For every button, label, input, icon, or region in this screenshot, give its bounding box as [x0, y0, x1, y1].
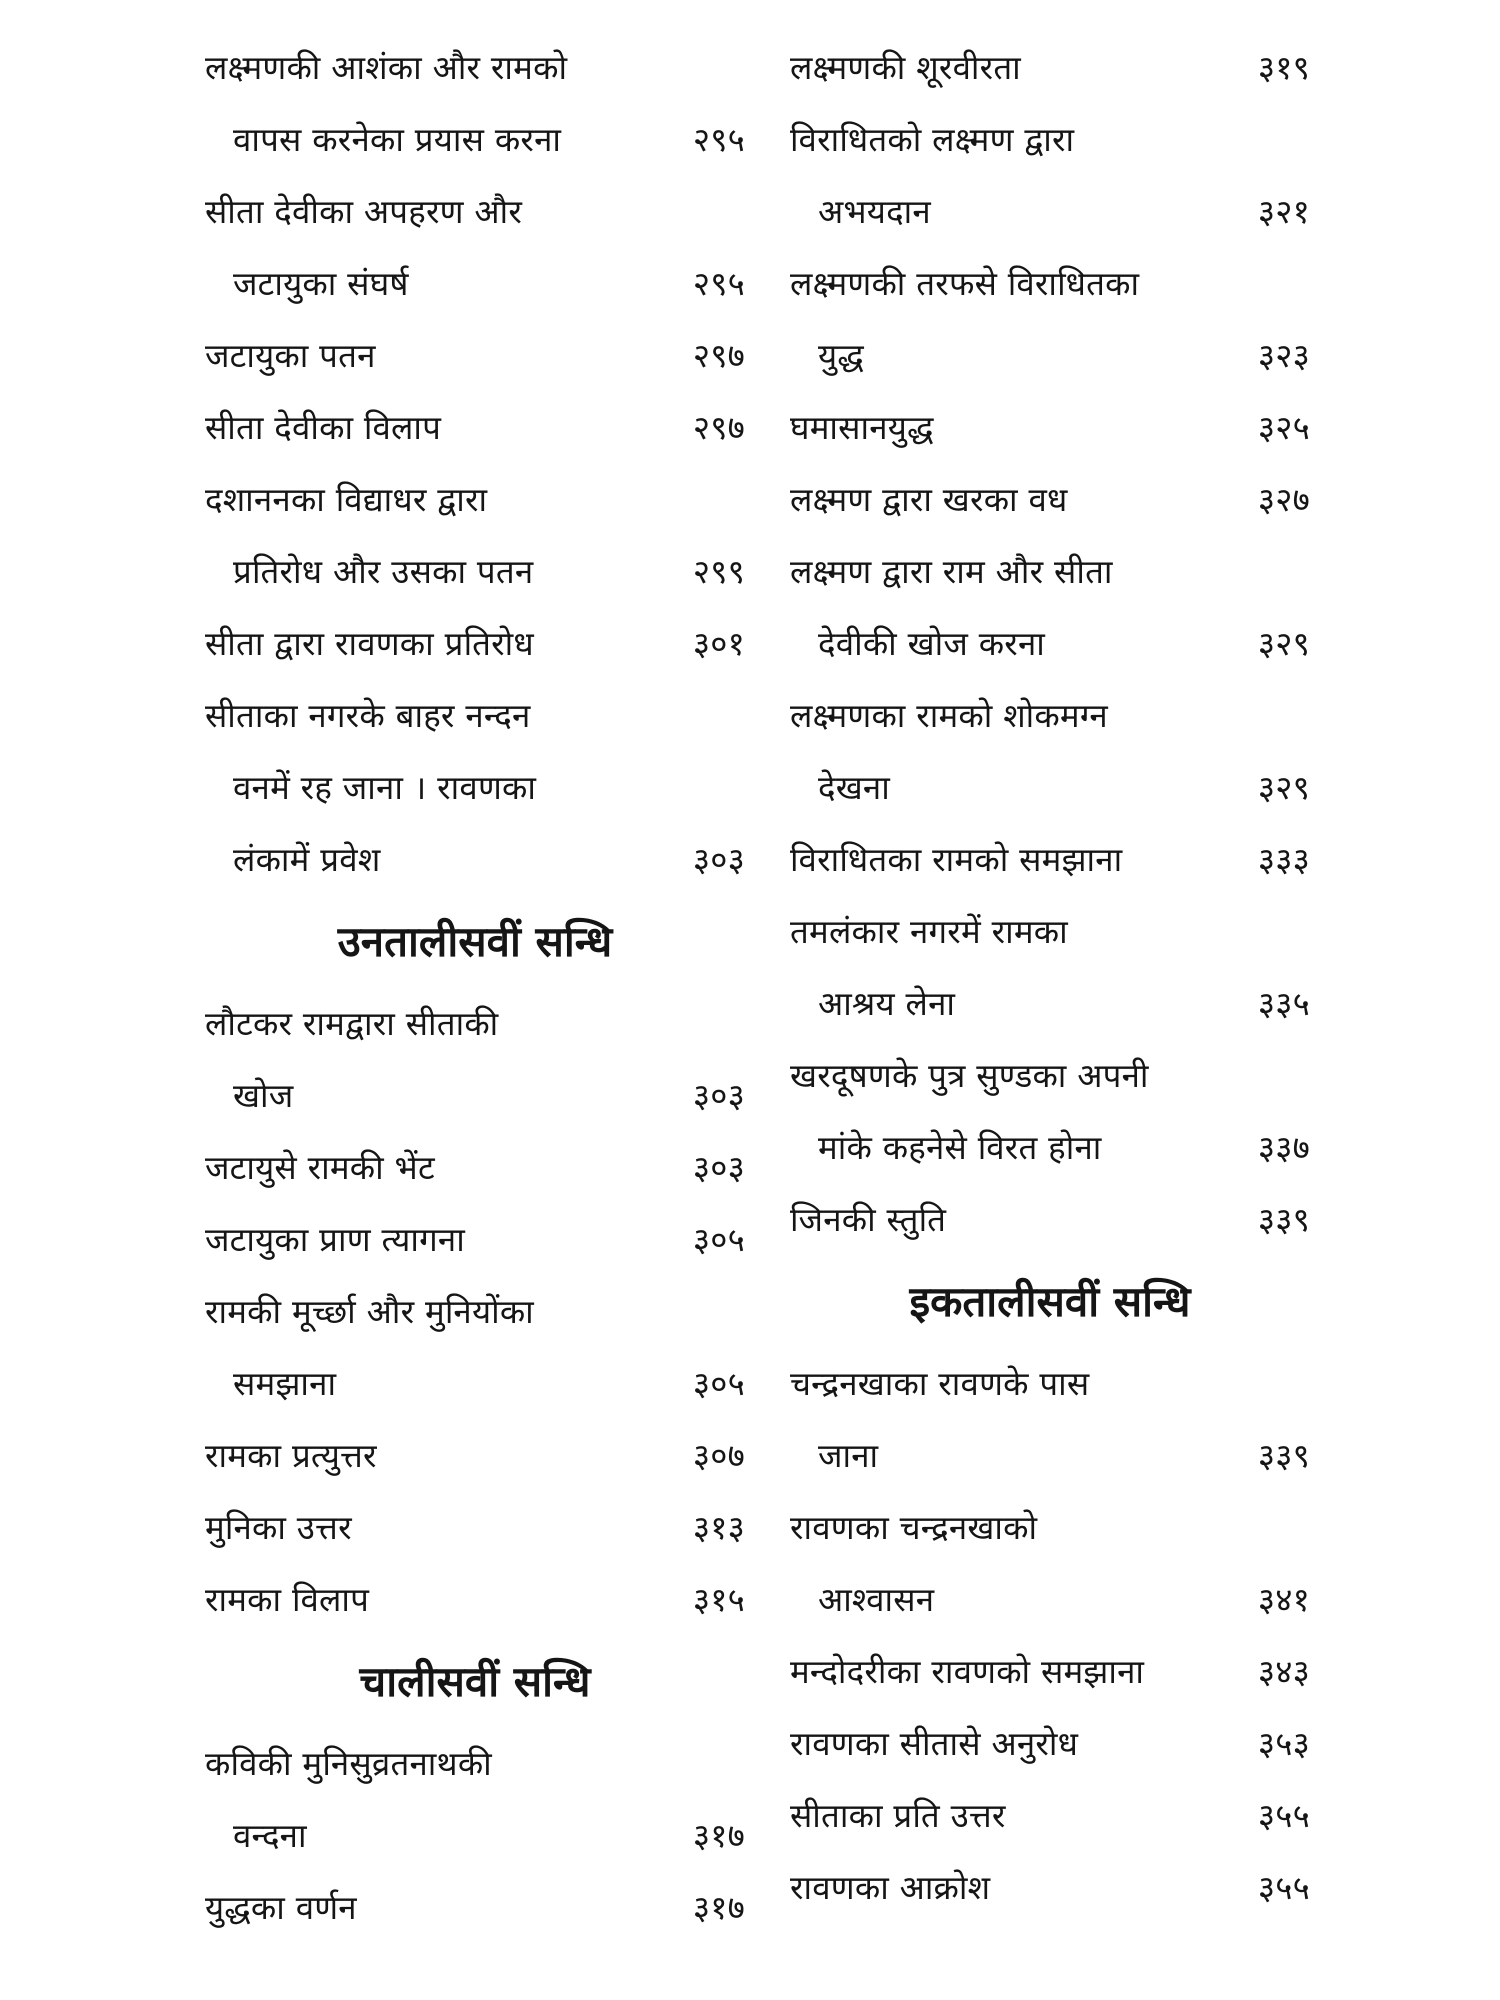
toc-entry — [205, 174, 745, 246]
toc-entry-page-number: ३४१ — [1257, 1579, 1310, 1619]
toc-entry-title: सीताका नगरके बाहर नन्दन — [205, 695, 531, 735]
toc-entry-title: दशाननका विद्याधर द्वारा — [205, 479, 488, 519]
toc-entry — [790, 1706, 1310, 1778]
section-heading: इकतालीसवीं सन्धि — [909, 1276, 1191, 1326]
toc-entry — [205, 606, 745, 678]
toc-entry — [205, 1870, 745, 1942]
toc-entry-page-number: ३२७ — [1257, 479, 1310, 519]
toc-entry — [205, 1130, 745, 1202]
toc-entry — [790, 1634, 1310, 1706]
toc-entry — [790, 822, 1310, 894]
toc-entry-page-number: ३०५ — [692, 1363, 745, 1403]
toc-entry — [205, 30, 745, 102]
toc-entry-page-number: २९५ — [692, 119, 745, 159]
toc-entry — [205, 822, 745, 894]
toc-entry — [790, 534, 1310, 606]
toc-entry-page-number: २९७ — [692, 335, 745, 375]
toc-entry-title: लंकामें प्रवेश — [233, 839, 381, 879]
toc-entry-title: तमलंकार नगरमें रामका — [790, 911, 1068, 951]
toc-entry-page-number: ३४३ — [1257, 1651, 1310, 1691]
toc-entry-page-number: ३३९ — [1257, 1199, 1310, 1239]
toc-entry-page-number: ३३७ — [1257, 1127, 1310, 1167]
toc-entry — [790, 1490, 1310, 1562]
toc-entry-page-number: ३०३ — [692, 1147, 745, 1187]
toc-entry — [790, 1346, 1310, 1418]
toc-entry-title: वन्दना — [233, 1815, 307, 1855]
toc-entry-page-number: २९७ — [692, 407, 745, 447]
toc-entry-title: लक्ष्मणकी तरफसे विराधितका — [790, 263, 1140, 303]
toc-entry-page-number: २९५ — [692, 263, 745, 303]
toc-entry — [205, 1562, 745, 1634]
toc-entry — [790, 966, 1310, 1038]
toc-entry-page-number: २९९ — [692, 551, 745, 591]
toc-entry-page-number: ३१९ — [1257, 47, 1310, 87]
toc-entry-page-number: ३२५ — [1257, 407, 1310, 447]
toc-entry — [790, 246, 1310, 318]
toc-entry-title: लक्ष्मण द्वारा राम और सीता — [790, 551, 1113, 591]
toc-entry — [205, 986, 745, 1058]
toc-entry-title: लक्ष्मणका रामको शोकमग्न — [790, 695, 1108, 735]
toc-entry — [790, 1110, 1310, 1182]
toc-entry — [205, 1798, 745, 1870]
toc-entry-page-number: ३२९ — [1257, 767, 1310, 807]
toc-entry-title: चन्द्रनखाका रावणके पास — [790, 1363, 1090, 1403]
toc-entry-title: वनमें रह जाना । रावणका — [233, 767, 537, 807]
toc-entry-title: मन्दोदरीका रावणको समझाना — [790, 1651, 1145, 1691]
toc-entry-title: खरदूषणके पुत्र सुण्डका अपनी — [790, 1055, 1149, 1095]
toc-entry-title: घमासानयुद्ध — [790, 407, 934, 447]
toc-entry-page-number: ३१७ — [692, 1887, 745, 1927]
toc-entry-title: जटायुका संघर्ष — [233, 263, 409, 303]
toc-entry — [790, 174, 1310, 246]
contents-column-right — [790, 30, 1310, 1922]
toc-entry-title: मुनिका उत्तर — [205, 1507, 352, 1547]
toc-entry-page-number: ३२१ — [1257, 191, 1310, 231]
toc-entry-page-number: ३१७ — [692, 1815, 745, 1855]
toc-entry-page-number: ३०१ — [692, 623, 745, 663]
toc-entry-title: युद्धका वर्णन — [205, 1887, 357, 1927]
toc-entry — [790, 390, 1310, 462]
toc-entry-page-number: ३५५ — [1257, 1795, 1310, 1835]
toc-entry — [790, 1562, 1310, 1634]
toc-entry — [790, 894, 1310, 966]
toc-entry-title: लौटकर रामद्वारा सीताकी — [205, 1003, 499, 1043]
toc-entry — [205, 1202, 745, 1274]
toc-entry-title: प्रतिरोध और उसका पतन — [233, 551, 534, 591]
toc-entry-page-number: ३२९ — [1257, 623, 1310, 663]
toc-entry-title: आश्वासन — [818, 1579, 935, 1619]
toc-entry-title: अभयदान — [818, 191, 931, 231]
toc-entry-title: रावणका आक्रोश — [790, 1867, 991, 1907]
toc-entry-title: देवीकी खोज करना — [818, 623, 1046, 663]
toc-entry-page-number: ३३९ — [1257, 1435, 1310, 1475]
toc-entry — [205, 750, 745, 822]
toc-entry-title: लक्ष्मणकी शूरवीरता — [790, 47, 1021, 87]
toc-entry-title: देखना — [818, 767, 890, 807]
toc-entry-title: लक्ष्मण द्वारा खरका वध — [790, 479, 1068, 519]
toc-entry-title: कविकी मुनिसुव्रतनाथकी — [205, 1743, 492, 1783]
toc-entry — [790, 1778, 1310, 1850]
toc-entry-title: जाना — [818, 1435, 879, 1475]
toc-entry — [205, 534, 745, 606]
toc-entry-page-number: ३५५ — [1257, 1867, 1310, 1907]
toc-entry — [790, 750, 1310, 822]
toc-entry-page-number: ३०३ — [692, 839, 745, 879]
toc-entry — [790, 318, 1310, 390]
toc-entry-title: सीता देवीका विलाप — [205, 407, 442, 447]
toc-entry — [205, 1726, 745, 1798]
contents-column-left — [205, 30, 745, 1942]
toc-entry — [205, 1346, 745, 1418]
toc-entry — [790, 606, 1310, 678]
section-heading: उनतालीसवीं सन्धि — [337, 916, 613, 966]
toc-entry-title: वापस करनेका प्रयास करना — [233, 119, 562, 159]
toc-entry-title: रावणका चन्द्रनखाको — [790, 1507, 1038, 1547]
toc-entry-title: आश्रय लेना — [818, 983, 956, 1023]
toc-entry — [205, 246, 745, 318]
toc-entry-title: सीता देवीका अपहरण और — [205, 191, 523, 231]
toc-entry-title: जटायुका पतन — [205, 335, 376, 375]
toc-entry — [205, 1058, 745, 1130]
toc-entry — [205, 390, 745, 462]
toc-entry-page-number: ३०७ — [692, 1435, 745, 1475]
toc-entry — [790, 30, 1310, 102]
toc-entry — [205, 318, 745, 390]
toc-entry — [205, 1490, 745, 1562]
toc-entry-title: खोज — [233, 1075, 294, 1115]
toc-entry — [205, 102, 745, 174]
toc-entry-page-number: ३३३ — [1257, 839, 1310, 879]
toc-entry-page-number: ३३५ — [1257, 983, 1310, 1023]
toc-entry-title: रामकी मूर्च्छा और मुनियोंका — [205, 1291, 534, 1331]
toc-entry-page-number: ३१३ — [692, 1507, 745, 1547]
section-heading: चालीसवीं सन्धि — [359, 1656, 591, 1706]
toc-entry — [790, 1418, 1310, 1490]
toc-entry-title: विराधितको लक्ष्मण द्वारा — [790, 119, 1075, 159]
toc-entry-page-number: ३२३ — [1257, 335, 1310, 375]
toc-entry-title: जटायुका प्राण त्यागना — [205, 1219, 465, 1259]
toc-entry — [790, 1038, 1310, 1110]
toc-entry-title: समझाना — [233, 1363, 337, 1403]
toc-entry — [205, 1274, 745, 1346]
toc-entry — [790, 678, 1310, 750]
toc-entry-title: जटायुसे रामकी भेंट — [205, 1147, 435, 1187]
toc-entry-title: सीता द्वारा रावणका प्रतिरोध — [205, 623, 534, 663]
toc-entry — [205, 462, 745, 534]
toc-entry — [790, 102, 1310, 174]
toc-entry-title: रामका विलाप — [205, 1579, 370, 1619]
toc-entry-page-number: ३०३ — [692, 1075, 745, 1115]
toc-entry-title: विराधितका रामको समझाना — [790, 839, 1123, 879]
toc-entry — [790, 462, 1310, 534]
toc-entry-title: युद्ध — [818, 335, 864, 375]
toc-entry — [205, 1418, 745, 1490]
toc-entry-title: सीताका प्रति उत्तर — [790, 1795, 1006, 1835]
toc-entry-title: रावणका सीतासे अनुरोध — [790, 1723, 1079, 1763]
toc-entry-page-number: ३०५ — [692, 1219, 745, 1259]
toc-entry — [205, 678, 745, 750]
toc-entry-page-number: ३५३ — [1257, 1723, 1310, 1763]
toc-entry-title: लक्ष्मणकी आशंका और रामको — [205, 47, 568, 87]
toc-entry-title: जिनकी स्तुति — [790, 1199, 947, 1239]
toc-entry-page-number: ३१५ — [692, 1579, 745, 1619]
toc-entry — [790, 1850, 1310, 1922]
toc-entry — [790, 1182, 1310, 1254]
toc-entry-title: रामका प्रत्युत्तर — [205, 1435, 377, 1475]
toc-entry-title: मांके कहनेसे विरत होना — [818, 1127, 1102, 1167]
